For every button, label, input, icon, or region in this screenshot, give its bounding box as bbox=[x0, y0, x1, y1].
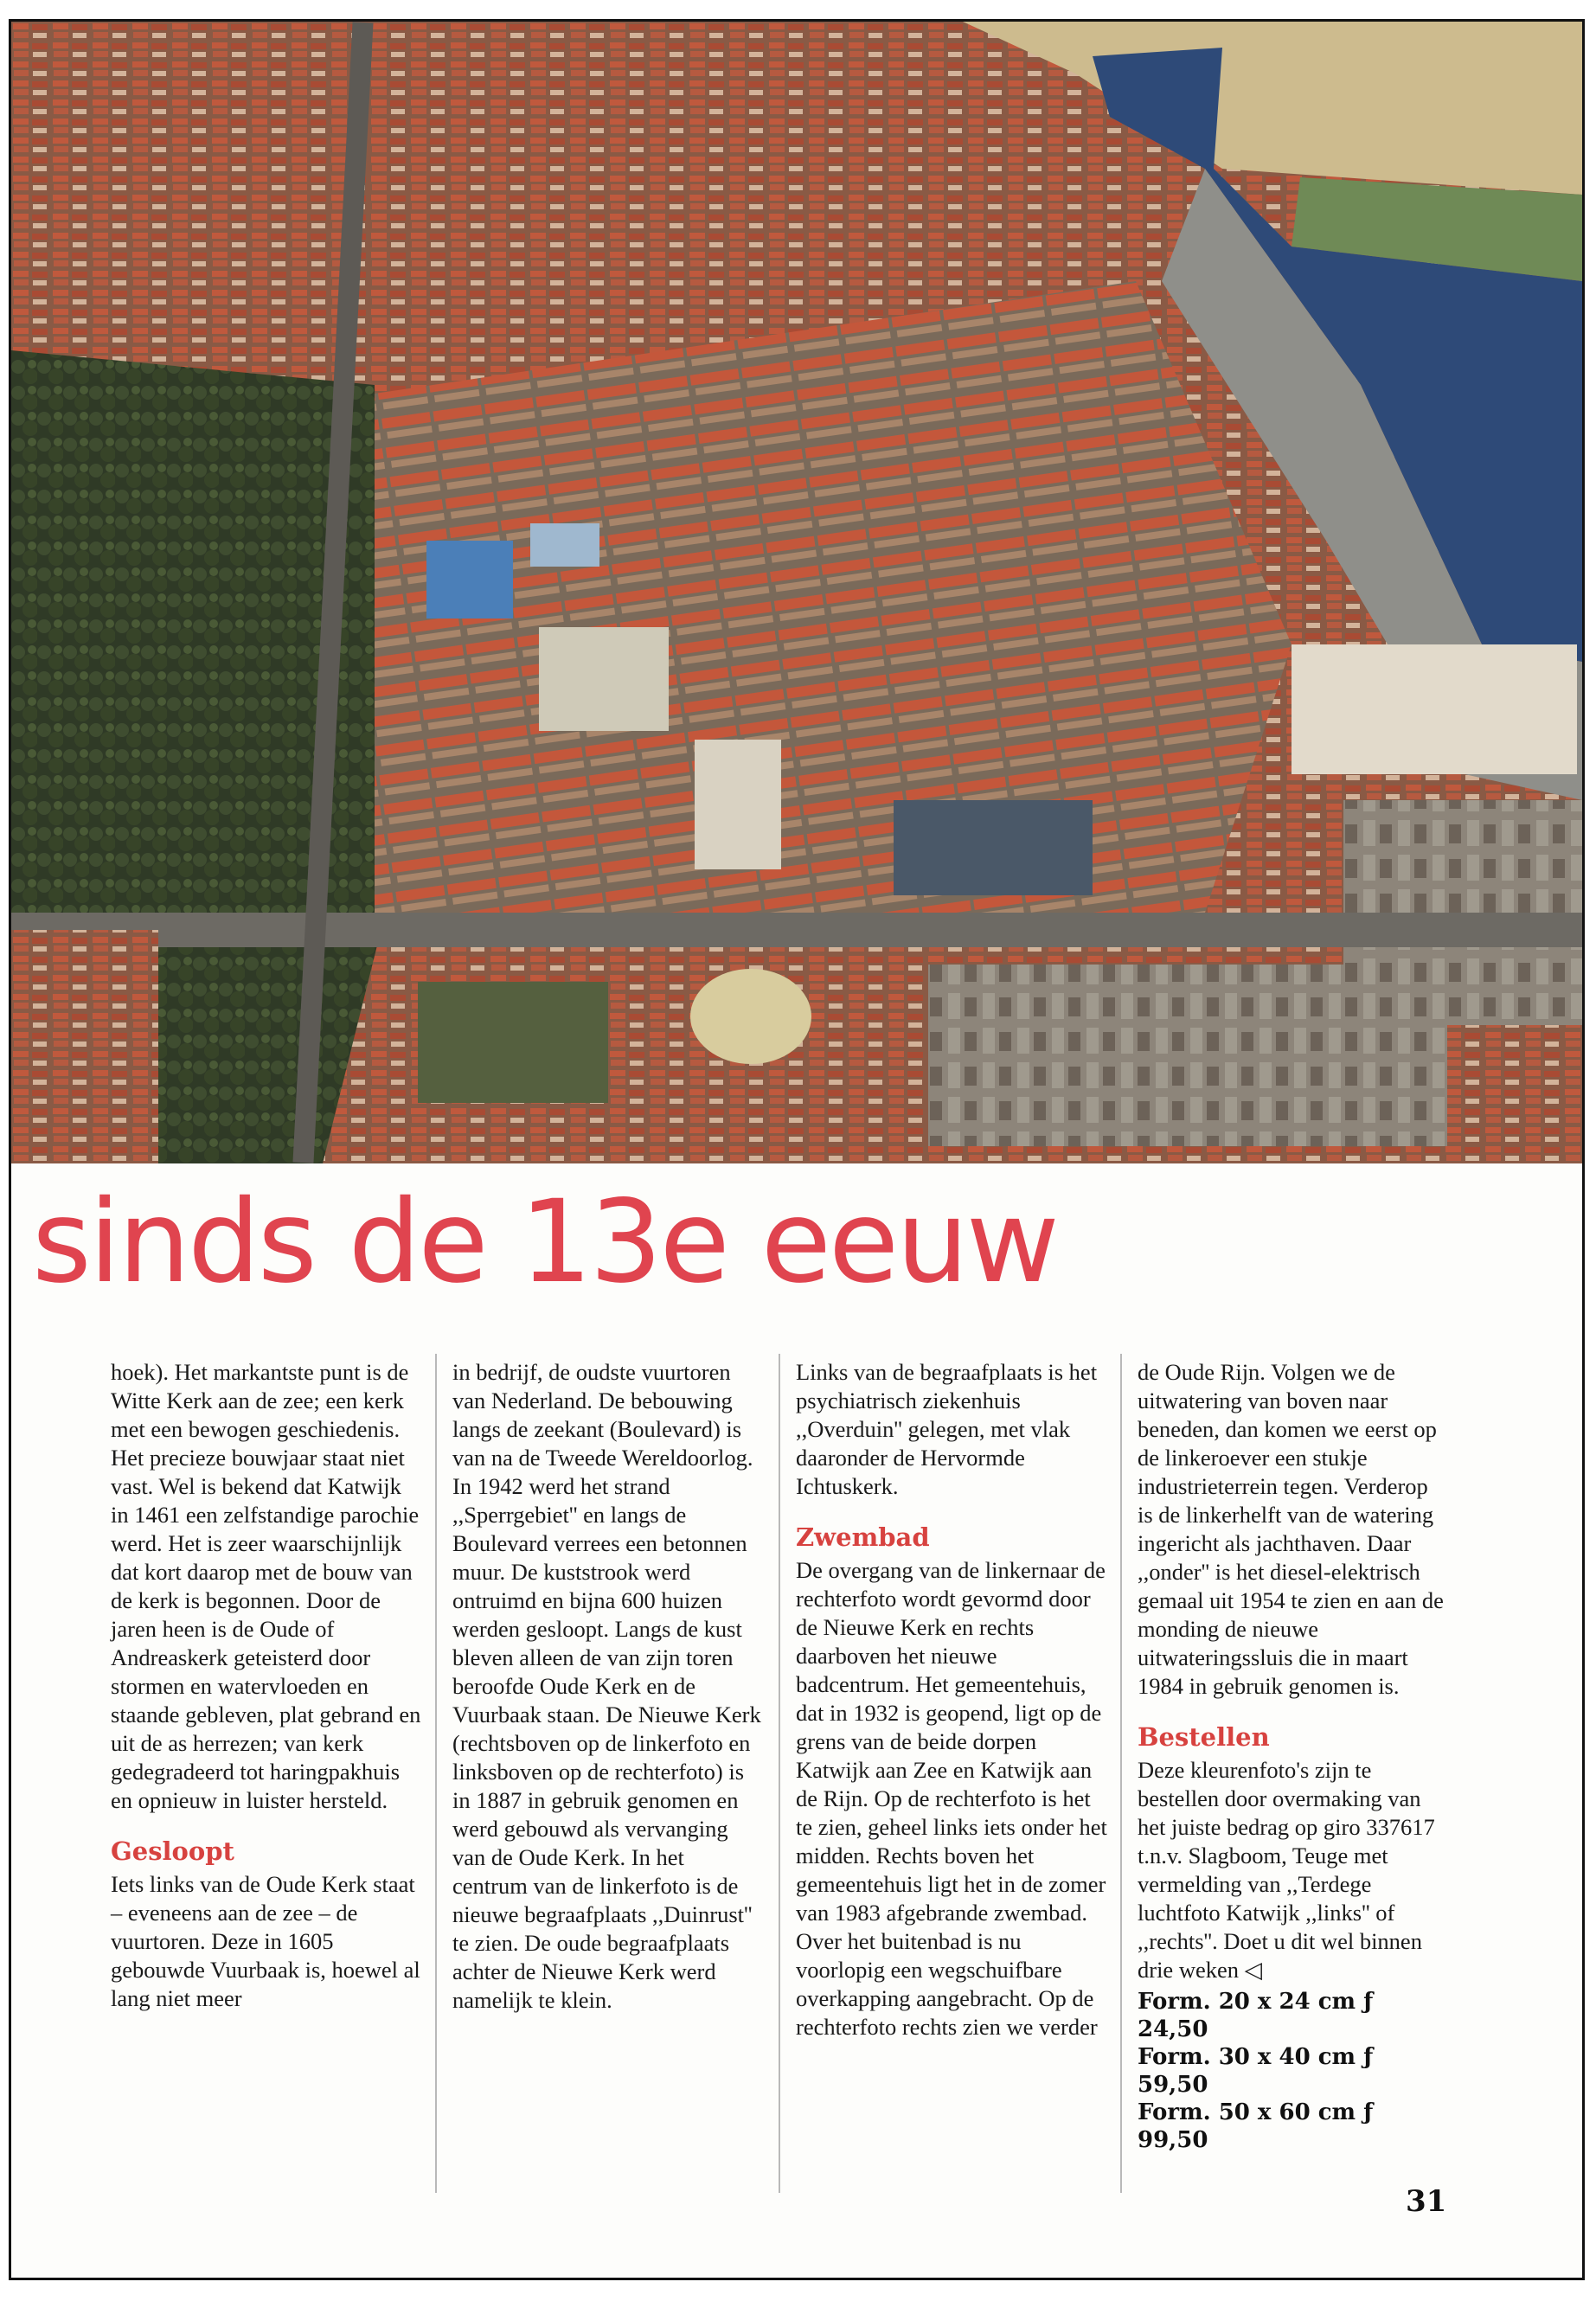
text-column-3 bbox=[796, 1358, 1107, 2041]
paragraph: Iets links van de Oude Kerk staat – eveneens aan de zee – de vuurtoren. Deze in 1605 gebouwde Vuurbaak is, hoewel al lang niet meer bbox=[111, 1871, 420, 2011]
text-column-2 bbox=[452, 1358, 764, 2015]
column-divider bbox=[779, 1354, 780, 2193]
text-column-1 bbox=[111, 1358, 422, 2013]
section-heading-gesloopt: Gesloopt bbox=[111, 1836, 234, 1866]
column-divider bbox=[435, 1354, 437, 2193]
section-heading-bestellen: Bestellen bbox=[1138, 1722, 1270, 1752]
section-heading-zwembad: Zwembad bbox=[796, 1522, 930, 1552]
column-divider bbox=[1120, 1354, 1122, 2193]
aerial-photo-drawing bbox=[11, 22, 1582, 1163]
paragraph: Links van de begraafplaats is het psychiatrisch ziekenhuis ,,Overduin'' gelegen, met vlak daaronder de Hervormde Ichtuskerk. bbox=[796, 1359, 1098, 1499]
magazine-page bbox=[9, 19, 1585, 2280]
page-number: 31 bbox=[1406, 2184, 1447, 2219]
paragraph: Deze kleurenfoto's zijn te bestellen door overmaking van het juiste bedrag op giro 337617 t.n.v. Slagboom, Teuge met vermelding van ,,Terdege luchtfoto Katwijk ,,links'' of ,,rechts''. Doet u dit wel binnen drie weken ◁ bbox=[1138, 1757, 1435, 1983]
price-line: Form. 20 x 24 cm ƒ 24,50 bbox=[1138, 1989, 1374, 2042]
headline: sinds de 13e eeuw bbox=[32, 1176, 1057, 1309]
aerial-photo bbox=[11, 22, 1582, 1163]
paragraph: de Oude Rijn. Volgen we de uitwatering van boven naar beneden, dan komen we eerst op de linkeroever een stukje industrieterrein tegen. Verderop is de linkerhelft van de watering ingericht als jachthaven. Daar ,,onder'' is het diesel-elektrisch gemaal uit 1954 te zien en aan de monding de nieuwe uitwateringssluis die in maart 1984 in gebruik genomen is. bbox=[1138, 1359, 1444, 1699]
price-list bbox=[1138, 1988, 1449, 2154]
paragraph: De overgang van de linkernaar de rechterfoto wordt gevormd door de Nieuwe Kerk en rechts daarboven het nieuwe badcentrum. Het gemeentehuis, dat in 1932 is geopend, ligt op de grens van de beide dorpen Katwijk aan Zee en Katwijk aan de Rijn. Op de rechterfoto is het te zien, geheel links iets onder het midden. Rechts boven het gemeentehuis ligt het in de zomer van 1983 afgebrande zwembad. Over het buitenbad is nu voorlopig een wegschuifbare overkapping aangebracht. Op de rechterfoto rechts zien we verder bbox=[796, 1557, 1107, 2040]
paragraph: in bedrijf, de oudste vuurtoren van Nederland. De bebouwing langs de zeekant (Boulevard) is van na de Tweede Wereldoorlog. In 1942 werd het strand ,,Sperrgebiet'' en langs de Boulevard verrees een betonnen muur. De kuststrook werd ontruimd en bijna 600 huizen werden gesloopt. Langs de kust bleven alleen de van zijn toren beroofde Oude Kerk en de Vuurbaak staan. De Nieuwe Kerk (rechtsboven op de linkerfoto en linksboven op de rechterfoto) is in 1887 in gebruik genomen en werd gebouwd als vervanging van de Oude Kerk. In het centrum van de linkerfoto is de nieuwe begraafplaats ,,Duinrust'' te zien. De oude begraafplaats achter de Nieuwe Kerk werd namelijk te klein. bbox=[452, 1359, 761, 2013]
price-line: Form. 30 x 40 cm ƒ 59,50 bbox=[1138, 2044, 1374, 2098]
price-line: Form. 50 x 60 cm ƒ 99,50 bbox=[1138, 2099, 1374, 2153]
paragraph: hoek). Het markantste punt is de Witte Kerk aan de zee; een kerk met een bewogen geschiedenis. Het precieze bouwjaar staat niet vast. Wel is bekend dat Katwijk in 1461 een zelfstandige parochie werd. Het is zeer waarschijnlijk dat kort daarop met de bouw van de kerk is begonnen. Door de jaren heen is de Oude of Andreaskerk geteisterd door stormen en watervloeden en staande gebleven, plat gebrand en uit de as herrezen; van kerk gedegradeerd tot haringpakhuis en opnieuw in luister hersteld. bbox=[111, 1359, 421, 1813]
text-column-4 bbox=[1138, 1358, 1449, 2154]
